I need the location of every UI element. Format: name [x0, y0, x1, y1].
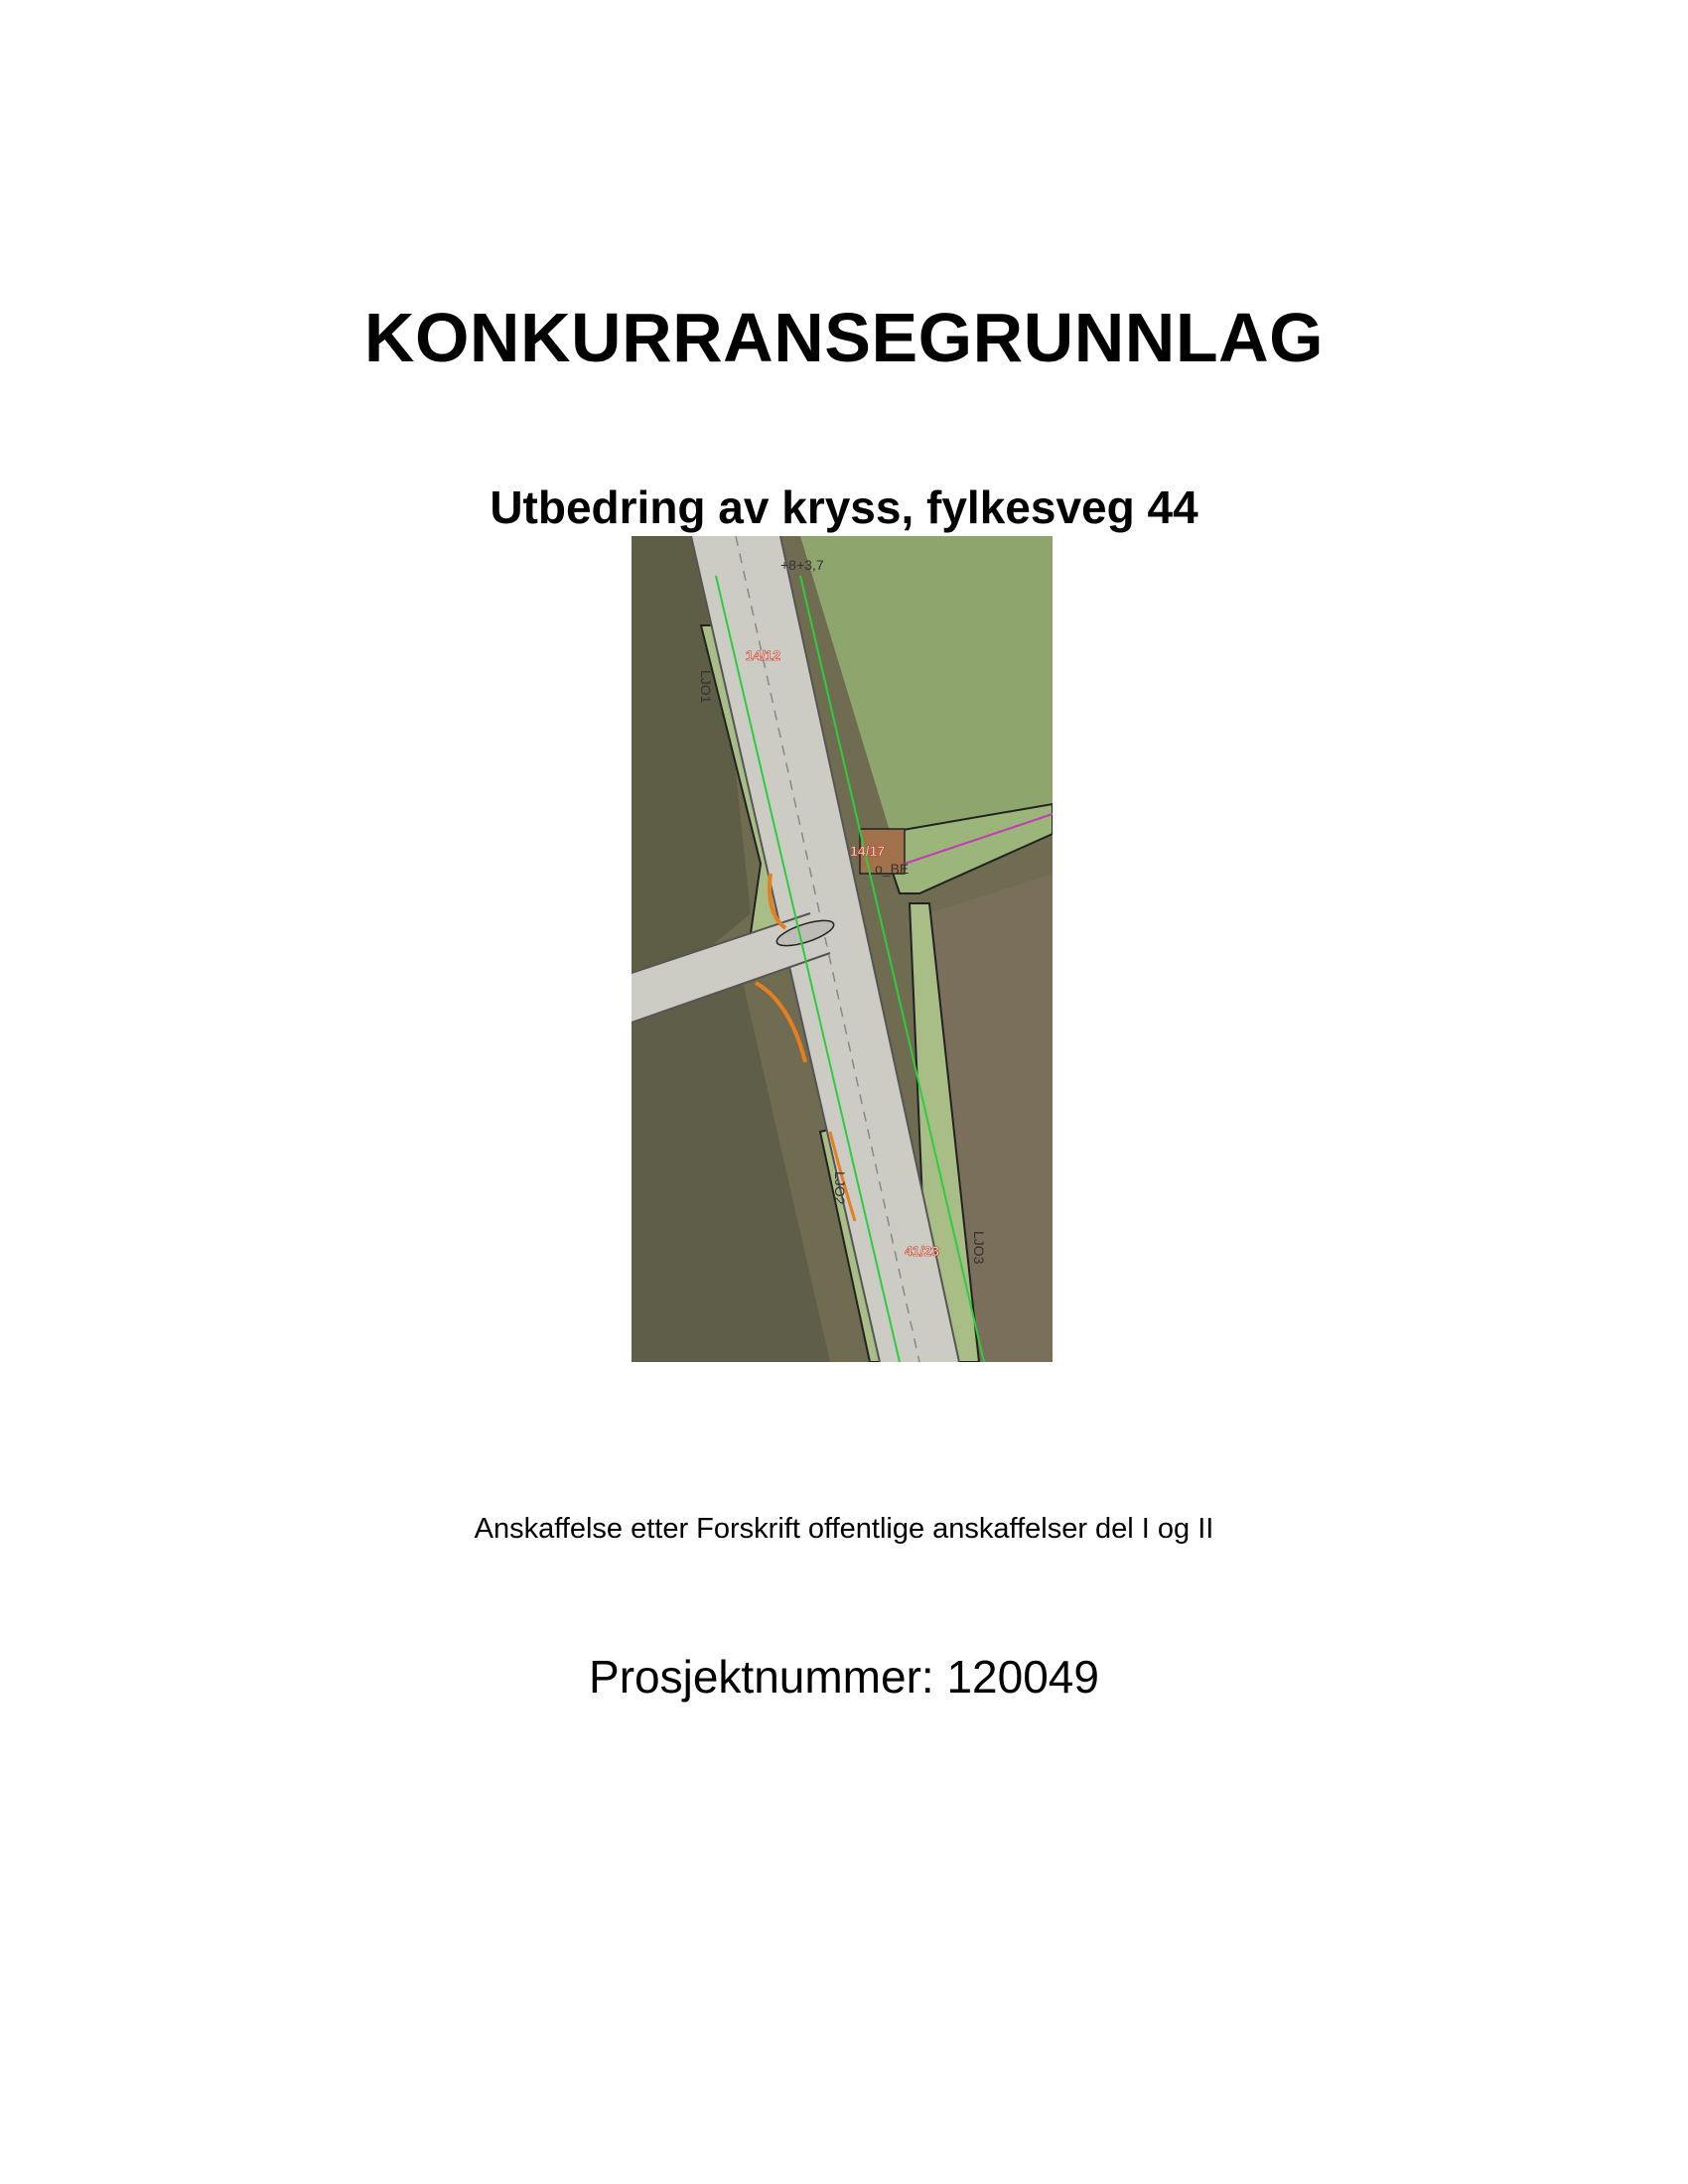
plot-label-1412: 14/12	[746, 647, 781, 663]
plot-label-1417: 14/17	[850, 843, 886, 859]
document-title: KONKURRANSEGRUNNLAG	[363, 299, 1325, 376]
zone-code-obe: o_BE	[875, 861, 910, 877]
zone-code-ljo3: LJO3	[971, 1231, 987, 1265]
chainage-label: +8+3,7	[780, 557, 824, 573]
zone-code-ljo1: LJO1	[698, 670, 714, 704]
zone-code-ljo2: LJO2	[832, 1171, 848, 1205]
plot-label-4123: 41/23	[905, 1243, 940, 1259]
document-subtitle: Utbedring av kryss, fylkesveg 44	[490, 481, 1198, 533]
procurement-note: Anskaffelse etter Forskrift offentlige anskaffelser del I og II	[474, 1513, 1214, 1545]
project-number: Prosjektnummer: 120049	[589, 1651, 1099, 1703]
intersection-plan-image	[632, 536, 1053, 1362]
